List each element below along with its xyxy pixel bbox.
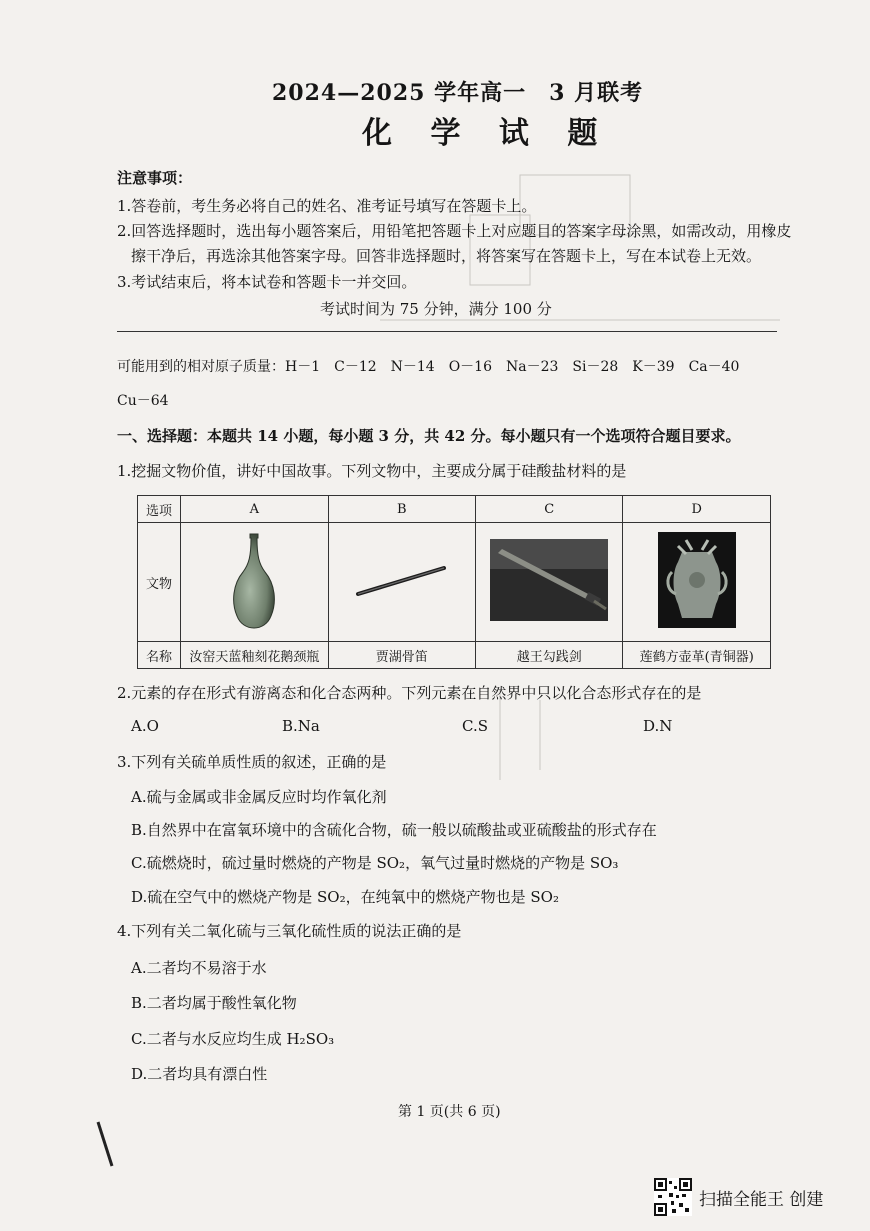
exam-time-info: 考试时间为 75 分钟，满分 100 分 [320, 300, 552, 318]
q4-stem: 4.下列有关二氧化硫与三氧化硫性质的说法正确的是 [117, 922, 462, 940]
q4-option-d: D.二者均具有漂白性 [131, 1065, 268, 1083]
q2-option-d: D.N [643, 717, 673, 735]
q1-option-c: C [476, 496, 623, 523]
divider-line [117, 331, 777, 332]
q3-option-c: C.硫燃烧时，硫过量时燃烧的产物是 SO₂，氧气过量时燃烧的产物是 SO₃ [131, 854, 619, 872]
bronze-pot-image [623, 523, 771, 642]
bone-flute-image [328, 523, 475, 642]
page-number: 第 1 页(共 6 页) [398, 1104, 501, 1120]
scan-mark [96, 1120, 120, 1170]
q2-option-c: C.S [462, 717, 488, 735]
section-1-heading: 一、选择题：本题共 14 小题，每小题 3 分，共 42 分。每小题只有一个选项符合题目要求。 [117, 427, 741, 445]
scanner-watermark: 扫描全能王 创建 [699, 1190, 824, 1210]
notice-item-2: 2.回答选择题时，选出每小题答案后，用铅笔把答题卡上对应题目的答案字母涂黑，如需改动，用橡皮 [117, 222, 792, 240]
notice-item-1: 1.答卷前，考生务必将自己的姓名、准考证号填写在答题卡上。 [117, 197, 537, 215]
q2-option-b: B.Na [282, 717, 320, 735]
sword-image [476, 523, 623, 642]
qr-code-icon [654, 1178, 692, 1216]
q1-name-c: 越王勾践剑 [476, 642, 623, 669]
notice-item-2-cont: 擦干净后，再选涂其他答案字母。回答非选择题时，将答案写在答题卡上，写在本试卷上无效。 [131, 247, 762, 265]
vase-image [181, 523, 328, 642]
q2-option-a: A.O [131, 717, 159, 735]
q3-stem: 3.下列有关硫单质性质的叙述，正确的是 [117, 753, 387, 771]
q1-name-d: 莲鹤方壶革(青铜器) [623, 642, 771, 669]
q3-option-a: A.硫与金属或非金属反应时均作氧化剂 [131, 788, 387, 806]
atomic-mass-line-1: 可能用到的相对原子质量：H－1 C－12 N－14 O－16 Na－23 Si－28 K－39 Ca－40 [117, 359, 740, 375]
q2-stem: 2.元素的存在形式有游离态和化合态两种。下列元素在自然界中只以化合态形式存在的是 [117, 684, 702, 702]
q1-header-relic: 文物 [138, 523, 181, 642]
q1-option-b: B [328, 496, 475, 523]
notice-item-3: 3.考试结束后，将本试卷和答题卡一并交回。 [117, 273, 417, 291]
q1-header-option: 选项 [138, 496, 181, 523]
q1-header-name: 名称 [138, 642, 181, 669]
q3-option-d: D.硫在空气中的燃烧产物是 SO₂，在纯氧中的燃烧产物也是 SO₂ [131, 888, 559, 906]
exam-title: 2024—2025 学年高一 3 月联考 [272, 80, 644, 106]
q4-option-b: B.二者均属于酸性氧化物 [131, 994, 297, 1012]
q1-option-a: A [181, 496, 328, 523]
q4-option-a: A.二者均不易溶于水 [131, 959, 267, 977]
q1-stem: 1.挖掘文物价值，讲好中国故事。下列文物中，主要成分属于硅酸盐材料的是 [117, 462, 627, 480]
atomic-mass-line-2: Cu－64 [117, 393, 169, 409]
q4-option-c: C.二者与水反应均生成 H₂SO₃ [131, 1030, 335, 1048]
subject-title: 化 学 试 题 [362, 116, 612, 151]
q1-option-d: D [623, 496, 771, 523]
q3-option-b: B.自然界中在富氧环境中的含硫化合物，硫一般以硫酸盐或亚硫酸盐的形式存在 [131, 821, 657, 839]
q1-name-b: 贾湖骨笛 [328, 642, 475, 669]
q1-table [137, 495, 771, 669]
notice-heading: 注意事项： [117, 169, 193, 187]
q1-name-a: 汝窑天蓝釉刻花鹅颈瓶 [181, 642, 328, 669]
